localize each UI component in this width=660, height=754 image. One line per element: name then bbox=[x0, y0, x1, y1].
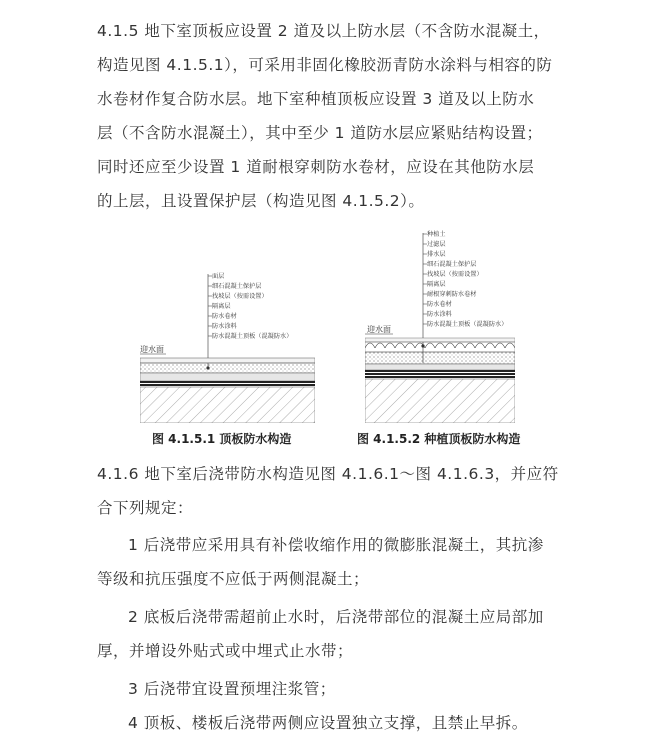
section-4-1-6 bbox=[97, 457, 571, 525]
paragraph-line: 水卷材作复合防水层。地下室种植顶板应设置 3 道及以上防水 bbox=[97, 90, 535, 108]
layer-label: 细石混凝土保护层 bbox=[427, 261, 477, 268]
list-item-line: 4 顶板、楼板后浇带两侧应设置独立支撑，且禁止早拆。 bbox=[128, 714, 528, 732]
paragraph-line: 同时还应至少设置 1 道耐根穿刺防水卷材，应设在其他防水层 bbox=[97, 158, 535, 176]
figure-roof-waterproofing bbox=[140, 268, 315, 423]
list-item-line: 3 后浇带宜设置预埋注浆管； bbox=[128, 680, 336, 698]
water-side-label: 迎水面 bbox=[367, 325, 391, 334]
layer-label: 耐根穿刺防水卷材 bbox=[427, 291, 477, 298]
list-item bbox=[97, 706, 571, 740]
layer-labels bbox=[212, 272, 292, 340]
layer-label: 面层 bbox=[212, 273, 225, 280]
layer-label: 隔离层 bbox=[212, 303, 231, 310]
layer-label: 防水卷材 bbox=[427, 301, 452, 308]
layer-label: 防水混凝土顶板（混凝防水） bbox=[212, 333, 293, 340]
layer-label: 防水混凝土顶板（混凝防水） bbox=[427, 321, 508, 328]
layer-label: 过滤层 bbox=[427, 241, 446, 248]
layer-labels bbox=[427, 230, 507, 328]
layer-label: 细石混凝土保护层 bbox=[212, 283, 262, 290]
layer-label: 防水涂料 bbox=[427, 311, 452, 318]
layer-label: 种植土 bbox=[427, 231, 446, 238]
paragraph-line: 构造见图 4.1.5.1），可采用非固化橡胶沥青防水涂料与相容的防 bbox=[97, 56, 553, 74]
list-item-line: 厚，并增设外贴式或中埋式止水带； bbox=[97, 642, 354, 660]
figure-caption: 图 4.1.5.1 顶板防水构造 bbox=[152, 432, 292, 446]
paragraph-line: 4.1.5 地下室顶板应设置 2 道及以上防水层（不含防水混凝土， bbox=[97, 22, 550, 40]
layer-label: 找坡层（按需设置） bbox=[427, 271, 483, 278]
list-item-line: 2 底板后浇带需超前止水时，后浇带部位的混凝土应局部加 bbox=[128, 608, 544, 626]
layer-label: 防水涂料 bbox=[212, 323, 237, 330]
figure-planted-roof-waterproofing bbox=[365, 228, 515, 423]
water-side-label: 迎水面 bbox=[140, 345, 164, 354]
layer-label: 找坡层（按需设置） bbox=[212, 293, 268, 300]
paragraph-line: 合下列规定： bbox=[97, 499, 194, 517]
layer-label: 防水卷材 bbox=[212, 313, 237, 320]
figure-caption: 图 4.1.5.2 种植顶板防水构造 bbox=[357, 432, 521, 446]
paragraph-line: 4.1.6 地下室后浇带防水构造见图 4.1.6.1～图 4.1.6.3，并应符 bbox=[97, 465, 559, 483]
list-item-line: 1 后浇带应采用具有补偿收缩作用的微膨胀混凝土，其抗渗 bbox=[128, 536, 544, 554]
list-item bbox=[97, 672, 571, 706]
paragraph-line: 层（不含防水混凝土），其中至少 1 道防水层应紧贴结构设置； bbox=[97, 124, 543, 142]
paragraph-line: 的上层，且设置保护层（构造见图 4.1.5.2）。 bbox=[97, 192, 425, 210]
section-4-1-5 bbox=[97, 14, 571, 218]
list-item bbox=[97, 528, 571, 596]
layer-label: 排水层 bbox=[427, 251, 446, 258]
layer-label: 隔离层 bbox=[427, 281, 446, 288]
list-item bbox=[97, 600, 571, 668]
list-item-line: 等级和抗压强度不应低于两侧混凝土； bbox=[97, 570, 370, 588]
